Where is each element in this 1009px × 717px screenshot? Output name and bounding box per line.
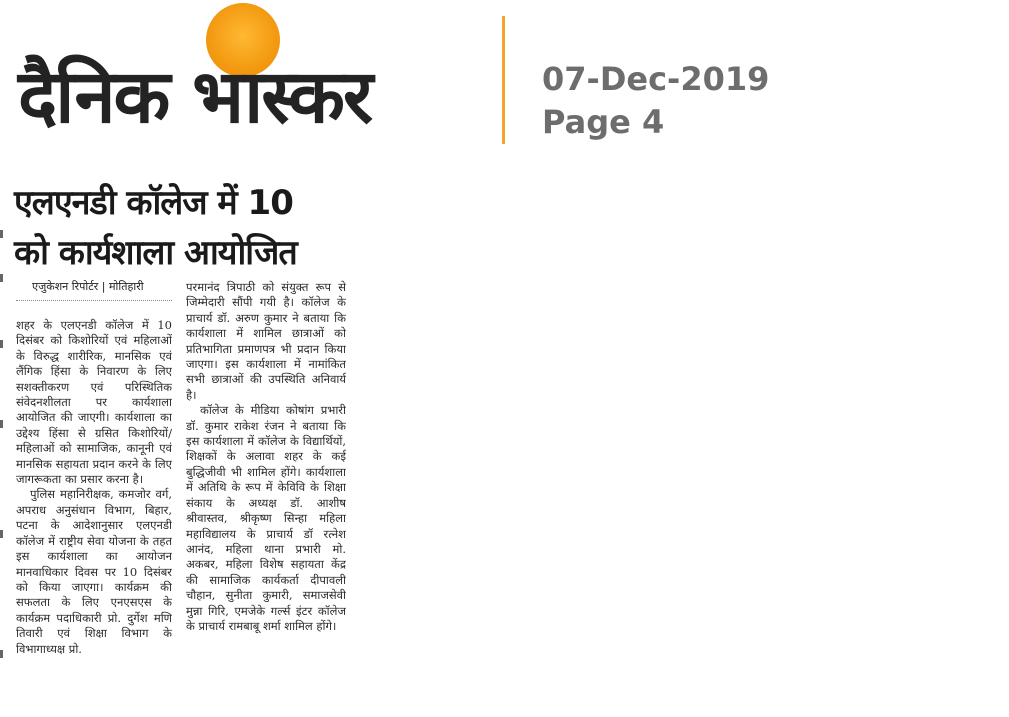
article-paragraph: पुलिस महानिरीक्षक, कमजोर वर्ग, अपराध अनुसंधान विभाग, बिहार, पटना के आदेशानुसार एलएनडी कॉलेज में राष्ट्रीय सेवा योजना के तहत इस कार्यशाला का आयोजन मानवाधिकार दिवस पर 10 दिसंबर को किया जाएगा। कार्यक्रम की सफलता के लिए एनएसएस के कार्यक्रम पदाधिकारी प्रो. दुर्गेश मणि तिवारी एवं शिक्षा विभाग के विभागाध्यक्ष प्रो.: [16, 487, 172, 656]
article-column-left: [16, 318, 172, 708]
article-column-right: [186, 280, 346, 708]
article-paragraph: शहर के एलएनडी कॉलेज में 10 दिसंबर को किशोरियों एवं महिलाओं के विरुद्ध शारीरिक, मानसिक एवं लैंगिक हिंसा के निवारण के लिए सशक्तीकरण एवं परिस्थितिक संवेदनशीलता पर कार्यशाला आयोजित की जाएगी। कार्यशाला का उद्देश्य हिंसा से ग्रसित किशोरियों/महिलाओं को सामाजिक, कानूनी एवं मानसिक सहायता प्रदान करने के लिए जागरूकता का प्रसार करना है।: [16, 318, 172, 487]
edition-date: 07-Dec-2019: [542, 60, 770, 98]
article-paragraph: कॉलेज के मीडिया कोषांग प्रभारी डॉ. कुमार राकेश रंजन ने बताया कि इस कार्यशाला में कॉलेज के विद्यार्थियों, शिक्षकों के अलावा शहर के कई बुद्धिजीवी भी शामिल होंगे। कार्यशाला में अतिथि के रूप में केविवि के शिक्षा संकाय के अध्यक्ष डॉ. आशीष श्रीवास्तव, श्रीकृष्ण सिन्हा महिला महाविद्यालय के प्राचार्य डॉ रत्नेश आनंद, महिला थाना प्रभारी मो. अकबर, महिला विशेष सहायता केंद्र की सामाजिक कार्यकर्ता दीपावली चौहान, सुनीता कुमारी, समाजसेवी मुन्ना गिरि, एमजेके गर्ल्स इंटर कॉलेज के प्राचार्य रामबाबू शर्मा शामिल होंगे।: [186, 403, 346, 633]
headline-line-2: को कार्यशाला आयोजित: [14, 233, 297, 273]
masthead: [0, 0, 1009, 160]
byline-divider: [16, 300, 172, 301]
clipping-edge-marks: [0, 230, 4, 700]
edition-info: [542, 58, 769, 144]
newspaper-logo: दैनिक भास्कर: [18, 54, 372, 140]
article-paragraph: परमानंद त्रिपाठी को संयुक्त रूप से जिम्मेदारी सौंपी गयी है। कॉलेज के प्राचार्य डॉ. अरुण कुमार ने बताया कि कार्यशाला में शामिल छात्राओं को प्रतिभागिता प्रमाणपत्र भी प्रदान किया जाएगा। इस कार्यशाला में नामांकित सभी छात्राओं की उपस्थिति अनिवार्य है।: [186, 280, 346, 402]
headline-line-1: एलएनडी कॉलेज में 10: [14, 183, 293, 223]
article-byline: एजुकेशन रिपोर्टर | मोतिहारी: [32, 280, 144, 293]
article-headline: [14, 178, 354, 278]
masthead-divider: [502, 16, 505, 144]
page-number: Page 4: [542, 103, 665, 141]
